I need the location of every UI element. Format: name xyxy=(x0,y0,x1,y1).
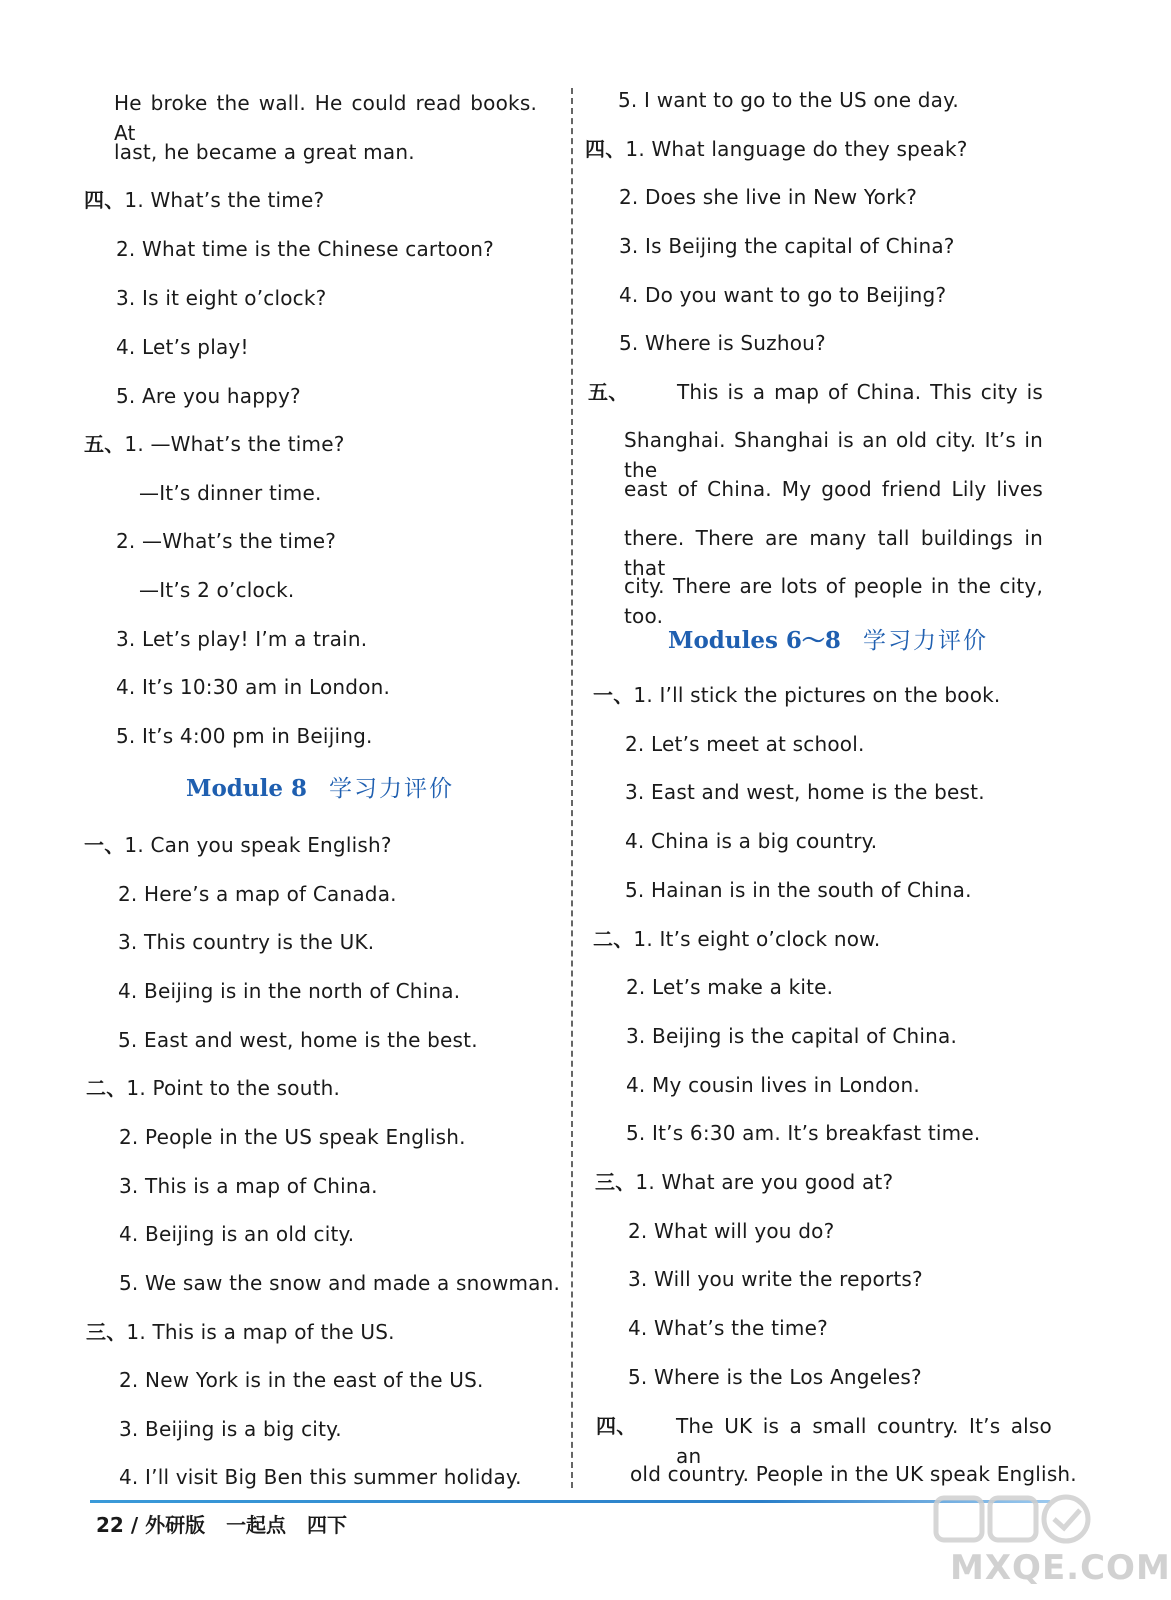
section-5-item-2: 2. —What’s the time? xyxy=(116,529,337,553)
m8-section-3-item-2: 2. New York is in the east of the US. xyxy=(119,1368,484,1392)
paragraph-line: Shanghai. Shanghai is an old city. It’s in the xyxy=(624,428,1043,482)
m8-section-1-item-1: 一、1. Can you speak English? xyxy=(84,830,392,860)
m68-section-3-item-3: 3. Will you write the reports? xyxy=(628,1267,923,1291)
section-4-item-3: 3. Is it eight o’clock? xyxy=(116,286,327,310)
m68-section-3-item-1: 三、1. What are you good at? xyxy=(595,1167,893,1197)
paragraph-line: east of China. My good friend Lily lives xyxy=(624,477,1043,501)
series-label: 一起点 xyxy=(226,1513,287,1537)
m68-section-4-marker: 四、 xyxy=(596,1414,637,1438)
m8-section-3-item-4: 4. I’ll visit Big Ben this summer holiday. xyxy=(119,1465,522,1489)
m68-section-1-item-3: 3. East and west, home is the best. xyxy=(625,780,985,804)
section-5-item-4: 4. It’s 10:30 am in London. xyxy=(116,675,391,699)
paragraph-line: The UK is a small country. It’s also an xyxy=(676,1414,1052,1468)
section-4-item-1: 四、1. What language do they speak? xyxy=(585,134,968,164)
paragraph-line: city. There are lots of people in the city, too. xyxy=(624,574,1043,628)
paragraph-line: old country. People in the UK speak English. xyxy=(630,1462,1077,1486)
m68-section-2-item-4: 4. My cousin lives in London. xyxy=(626,1073,920,1097)
section-marker: 二、 xyxy=(86,1076,127,1100)
section-5-reply-2: —It’s 2 o’clock. xyxy=(139,578,295,602)
section-marker: 四、 xyxy=(585,137,626,161)
section-marker: 四、 xyxy=(84,188,125,212)
m68-section-1-item-4: 4. China is a big country. xyxy=(625,829,878,853)
m68-section-3-item-4: 4. What’s the time? xyxy=(628,1316,828,1340)
page-number: 22 xyxy=(96,1513,124,1537)
m68-section-2-item-1: 二、1. It’s eight o’clock now. xyxy=(593,924,880,954)
edition-label: 外研版 xyxy=(145,1513,206,1537)
m8-section-1-item-2: 2. Here’s a map of Canada. xyxy=(118,882,397,906)
grade-label: 四下 xyxy=(307,1513,348,1537)
section-4-item-3: 3. Is Beijing the capital of China? xyxy=(619,234,955,258)
m68-section-2-item-5: 5. It’s 6:30 am. It’s breakfast time. xyxy=(626,1121,981,1145)
section-marker: 二、 xyxy=(593,927,634,951)
section-3-item-5: 5. I want to go to the US one day. xyxy=(618,88,959,112)
section-marker: 五、 xyxy=(84,432,125,456)
m68-section-3-item-2: 2. What will you do? xyxy=(628,1219,835,1243)
m8-section-1-item-3: 3. This country is the UK. xyxy=(118,930,375,954)
m8-section-1-item-4: 4. Beijing is in the north of China. xyxy=(118,979,461,1003)
m68-section-1-item-2: 2. Let’s meet at school. xyxy=(625,732,865,756)
m8-section-3-item-1: 三、1. This is a map of the US. xyxy=(86,1317,395,1347)
section-5-item-3: 3. Let’s play! I’m a train. xyxy=(116,627,368,651)
section-marker: 三、 xyxy=(86,1320,127,1344)
section-4-item-4: 4. Let’s play! xyxy=(116,335,249,359)
section-4-item-1: 四、1. What’s the time? xyxy=(84,185,324,215)
m68-section-1-item-1: 一、1. I’ll stick the pictures on the book. xyxy=(593,680,1001,710)
section-marker: 三、 xyxy=(595,1170,636,1194)
section-5-marker: 五、 xyxy=(588,380,629,404)
section-4-item-5: 5. Are you happy? xyxy=(116,384,301,408)
section-5-item-1: 五、1. —What’s the time? xyxy=(84,429,345,459)
module-title: Module 8 学习力评价 xyxy=(186,775,454,802)
module-title: Modules 6～8 学习力评价 xyxy=(668,627,988,654)
section-marker: 一、 xyxy=(84,833,125,857)
watermark-answer-icon xyxy=(930,1490,1100,1550)
m68-section-2-item-2: 2. Let’s make a kite. xyxy=(626,975,834,999)
m8-section-1-item-5: 5. East and west, home is the best. xyxy=(118,1028,478,1052)
m8-section-2-item-1: 二、1. Point to the south. xyxy=(86,1073,340,1103)
m8-section-2-item-2: 2. People in the US speak English. xyxy=(119,1125,466,1149)
paragraph-line: This is a map of China. This city is xyxy=(677,380,1043,404)
section-4-item-5: 5. Where is Suzhou? xyxy=(619,331,826,355)
section-5-reply-1: —It’s dinner time. xyxy=(139,481,322,505)
section-marker: 一、 xyxy=(593,683,634,707)
section-4-item-2: 2. What time is the Chinese cartoon? xyxy=(116,237,494,261)
text-line: last, he became a great man. xyxy=(114,140,415,164)
paragraph-line: there. There are many tall buildings in that xyxy=(624,526,1043,580)
watermark-logo xyxy=(930,1490,1171,1594)
text-line: He broke the wall. He could read books. At xyxy=(114,91,537,145)
page-footer xyxy=(96,1510,347,1540)
m68-section-3-item-5: 5. Where is the Los Angeles? xyxy=(628,1365,922,1389)
m68-section-2-item-3: 3. Beijing is the capital of China. xyxy=(626,1024,958,1048)
section-4-item-4: 4. Do you want to go to Beijing? xyxy=(619,283,947,307)
watermark-text: MXQE.COM xyxy=(950,1548,1171,1588)
m68-section-1-item-5: 5. Hainan is in the south of China. xyxy=(625,878,972,902)
m8-section-2-item-3: 3. This is a map of China. xyxy=(119,1174,378,1198)
footer-rule xyxy=(90,1500,1050,1503)
m8-section-2-item-5: 5. We saw the snow and made a snowman. xyxy=(119,1271,561,1295)
footer-slash: / xyxy=(130,1513,139,1537)
column-divider xyxy=(571,88,573,1488)
section-4-item-2: 2. Does she live in New York? xyxy=(619,185,918,209)
m8-section-3-item-3: 3. Beijing is a big city. xyxy=(119,1417,342,1441)
section-5-item-5: 5. It’s 4:00 pm in Beijing. xyxy=(116,724,373,748)
m8-section-2-item-4: 4. Beijing is an old city. xyxy=(119,1222,355,1246)
